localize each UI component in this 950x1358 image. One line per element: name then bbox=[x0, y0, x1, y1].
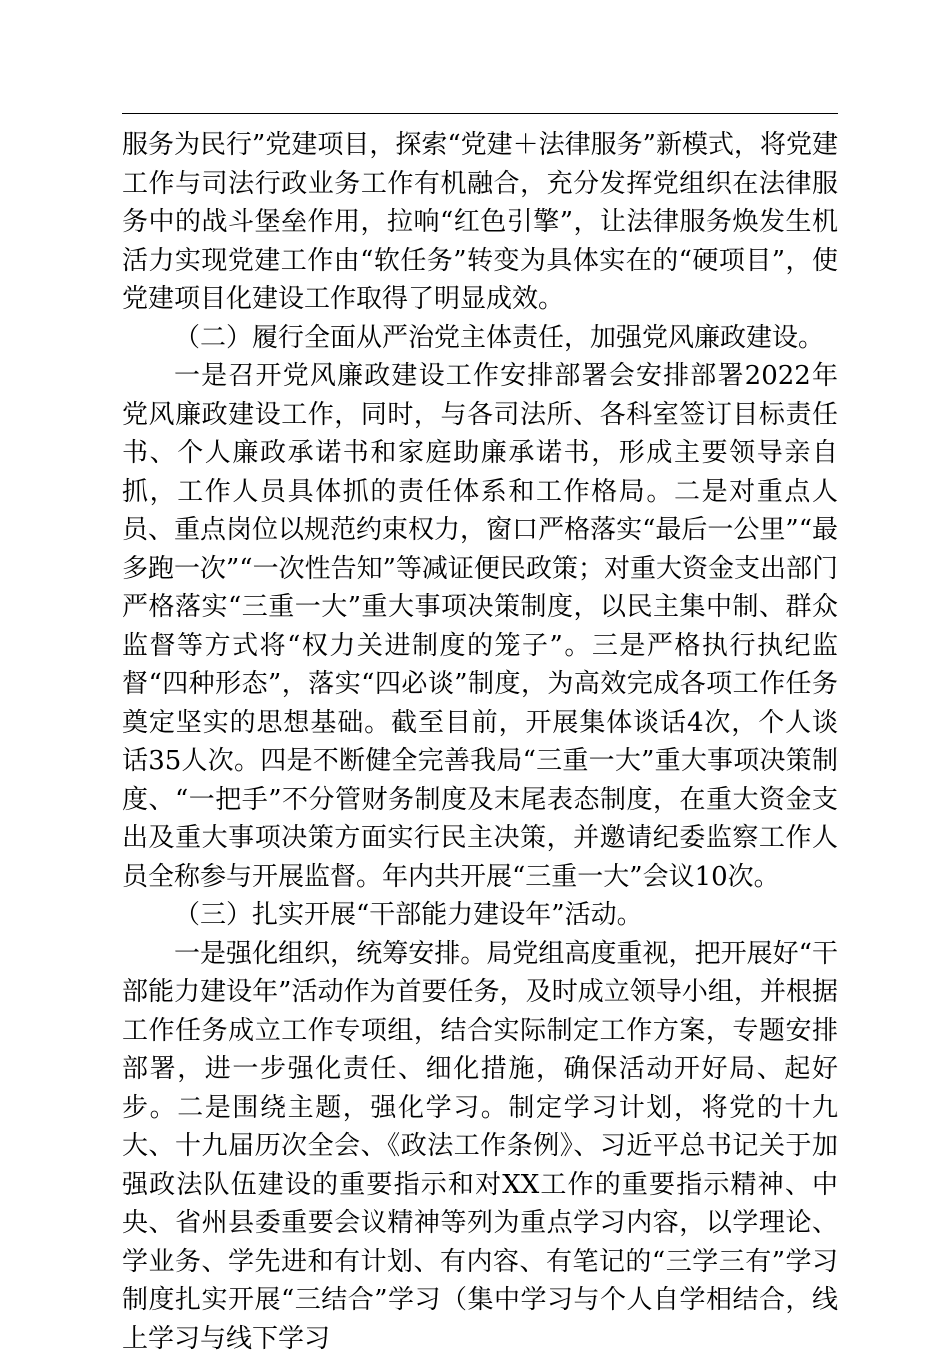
document-body bbox=[122, 126, 838, 1358]
section-heading-2: （二）履行全面从严治党主体责任，加强党风廉政建设。 bbox=[122, 319, 838, 358]
paragraph-capacity-building: 一是强化组织，统筹安排。局党组高度重视，把开展好“干部能力建设年”活动作为首要任务，及时成立领导小组，并根据工作任务成立工作专项组，结合实际制定工作方案，专题安排部署，进一步强化责任、细化措施，确保活动开好局、起好步。二是围绕主题，强化学习。制定学习计划，将党的十九大、十九届历次全会、《政法工作条例》、习近平总书记关于加强政法队伍建设的重要指示和对XX工作的重要指示精神、中央、省州县委重要会议精神等列为重点学习内容，以学理论、学业务、学先进和有计划、有内容、有笔记的“三学三有”学习制度扎实开展“三结合”学习（集中学习与个人自学相结合，线上学习与线下学习 bbox=[122, 935, 838, 1358]
section-heading-3: （三）扎实开展“干部能力建设年”活动。 bbox=[122, 896, 838, 935]
paragraph-anticorruption: 一是召开党风廉政建设工作安排部署会安排部署2022年党风廉政建设工作，同时，与各司法所、各科室签订目标责任书、个人廉政承诺书和家庭助廉承诺书，形成主要领导亲自抓，工作人员具体抓的责任体系和工作格局。二是对重点人员、重点岗位以规范约束权力，窗口严格落实“最后一公里”“最多跑一次”“一次性告知”等减证便民政策；对重大资金支出部门严格落实“三重一大”重大事项决策制度，以民主集中制、群众监督等方式将“权力关进制度的笼子”。三是严格执行执纪监督“四种形态”，落实“四必谈”制度，为高效完成各项工作任务奠定坚实的思想基础。截至目前，开展集体谈话4次，个人谈话35人次。四是不断健全完善我局“三重一大”重大事项决策制度、“一把手”不分管财务制度及末尾表态制度，在重大资金支出及重大事项决策方面实行民主决策，并邀请纪委监察工作人员全称参与开展监督。年内共开展“三重一大”会议10次。 bbox=[122, 357, 838, 896]
header-rule bbox=[122, 113, 838, 114]
paragraph-continuation: 服务为民行”党建项目，探索“党建＋法律服务”新模式，将党建工作与司法行政业务工作有机融合，充分发挥党组织在法律服务中的战斗堡垒作用，拉响“红色引擎”，让法律服务焕发生机活力实现党建工作由“软任务”转变为具体实在的“硬项目”，使党建项目化建设工作取得了明显成效。 bbox=[122, 126, 838, 319]
